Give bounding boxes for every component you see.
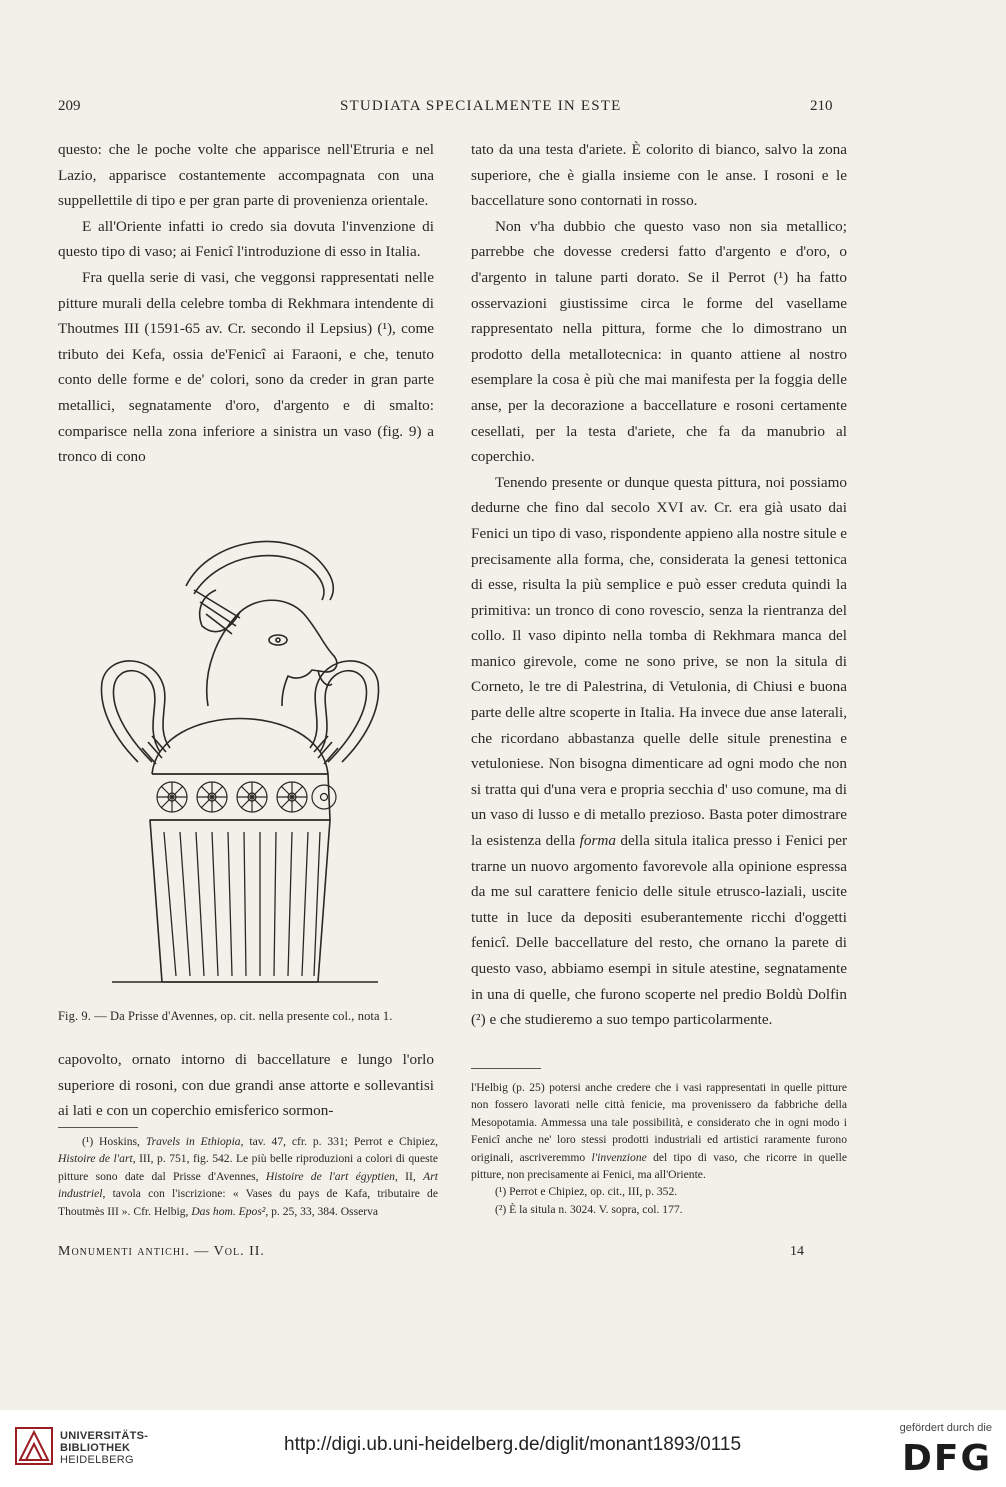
- footnote-text: , p. 25, 33, 384. Osserva: [265, 1204, 379, 1218]
- footnote-continuation: [471, 1079, 847, 1183]
- university-library-logo-icon: [14, 1426, 54, 1466]
- funding-label: gefördert durch die: [899, 1422, 992, 1434]
- right-page-number: 210: [810, 98, 833, 114]
- paragraph: Fra quella serie di vasi, che veggonsi rappresentati nelle pitture murali della celebre tomba di Rekhmara intendente di Thoutmes III (1591-65 av. Cr. secondo il Lepsius) (¹), come tributo dei Kefa, ossia de'Fenicî ai Faraoni, e che, tenuto conto delle forme e de' colori, sono da creder in gran parte metallici, segnatamente d'oro, d'argento e di smalto: comparisce nella zona inferiore a sinistra un vaso (fig. 9) a tronco di cono: [58, 268, 434, 466]
- title-italic: Histoire de l'art égyptien: [265, 1169, 395, 1183]
- left-page-number: 209: [58, 98, 81, 114]
- paragraph: E all'Oriente infatti io credo sia dovuta l'invenzione di questo tipo di vaso; ai Fenicî l'introduzione di esso in Italia.: [58, 217, 434, 261]
- dfg-logo: DFG: [901, 1438, 992, 1479]
- footnote: (¹) Perrot e Chipiez, op. cit., III, p. 352.: [495, 1185, 678, 1199]
- left-column-continued: [58, 1047, 434, 1124]
- series-title: Monumenti antichi. — Vol. II.: [58, 1244, 265, 1259]
- emphasis: forma: [579, 832, 616, 850]
- title-italic: Histoire de l'art: [58, 1152, 133, 1166]
- paragraph: tato da una testa d'ariete. È colorito di bianco, salvo la zona superiore, che è gialla insieme con le anse. I rosoni e le baccellature sono contornati in rosso.: [471, 141, 847, 210]
- permalink-url[interactable]: http://digi.ub.uni-heidelberg.de/diglit/monant1893/0115: [284, 1434, 742, 1455]
- vase-illustration: [90, 530, 390, 1000]
- footnote-rule: [58, 1127, 138, 1128]
- left-column: [58, 137, 434, 470]
- footnote-text: (¹) Hoskins,: [82, 1135, 146, 1148]
- paragraph: questo: che le poche volte che apparisce nell'Etruria e nel Lazio, apparisce costantemente accompagnata con una suppellettile di tipo e per gran parte di provenienza orientale.: [58, 141, 434, 210]
- title-italic: Das hom. Epos²: [191, 1204, 266, 1218]
- footnote-text: , tav. 47, cfr. p. 331; Perrot e Chipiez,: [240, 1135, 438, 1148]
- title-italic: Art industriel: [58, 1169, 438, 1201]
- footnote-text: , tavola con l'iscrizione: « Vases du pays de Kafa, tributaire de Thoutmès III ». Cfr. Helbig,: [58, 1187, 438, 1218]
- footnote-text: , II,: [394, 1169, 424, 1183]
- footnote: [58, 1133, 438, 1220]
- library-name: [60, 1430, 148, 1466]
- emphasis: l'invenzione: [591, 1150, 647, 1164]
- figure-caption: Fig. 9. — Da Prisse d'Avennes, op. cit. nella presente col., nota 1.: [58, 1009, 393, 1023]
- running-title: STUDIATA SPECIALMENTE IN ESTE: [340, 98, 622, 114]
- footnotes-left: [58, 1133, 438, 1220]
- footnotes-right: [471, 1079, 847, 1218]
- viewer-bar: [0, 1410, 1006, 1487]
- library-name-line: HEIDELBERG: [60, 1454, 134, 1466]
- library-name-line: UNIVERSITÄTS-: [60, 1430, 149, 1442]
- library-name-line: BIBLIOTHEK: [60, 1442, 131, 1454]
- footnote-text: del tipo di vaso, che ricorre in quelle pitture, non precisamente ai Fenici, ma all'Oriente.: [471, 1150, 847, 1182]
- right-column: [471, 137, 847, 1033]
- title-italic: Travels in Ethiopia: [145, 1135, 241, 1148]
- paragraph: Non v'ha dubbio che questo vaso non sia metallico; parrebbe che dovesse credersi fatto d'argento e d'oro, o d'argento in talune parti dorato. Se il Perrot (¹) ha fatto osservazioni giustissime circa le forme del vasellame rappresentato nella pittura, forme che lo dimostrano un prodotto della metallotecnica: in quanto attiene al nostro esemplare la cosa è più che mai manifesta per la foggia delle anse, per la decorazione a baccellature e rosoni certamente cesellati, per la testa d'ariete, che fa da manubrio al coperchio.: [471, 217, 847, 466]
- footnote-text: , III, p. 751, fig. 542. Le più belle riproduzioni a colori di queste pitture sono date dal Prisse d'Avennes,: [58, 1152, 438, 1183]
- paragraph: [471, 470, 847, 1033]
- footnote-text: l'Helbig (p. 25) potersi anche credere che i vasi rappresentati in quelle pitture non fossero lavorati nelle città fenicie, ma provenissero da fabbriche della Mesopotamia. Ammessa una tale possibilità, e considerato che in ogni modo i Fenicî anche ne' loro stessi prodotti industriali ed artistici raramente furono originali, ascriveremmo: [471, 1081, 847, 1164]
- footnote-rule: [471, 1068, 541, 1069]
- paragraph: capovolto, ornato intorno di baccellature e lungo l'orlo superiore di rosoni, con due grandi anse attorte e sollevantisi ai lati e con un coperchio emisferico sormon-: [58, 1051, 434, 1120]
- paragraph-text: Tenendo presente or dunque questa pittura, noi possiamo dedurne che fino dal secolo XVI av. Cr. era già usato dai Fenici un tipo di vaso, rispondente appieno alla nostre situle e precisamente alla forma, che, considerata la genesi tettonica di esse, risulta la più semplice e può esser creduta quindi la primitiva: un tronco di cono rovescio, senza la rientranza del collo. Il vaso dipinto nella tomba di Rekhmara manca del manico girevole, come ne sono prive, se non la situla di Corneto, le tre di Palestrina, di Vetulonia, di Chiusi e buona parte delle altre scoperte in Italia. Ha invece due anse laterali, che ricordano abbastanza quelle delle situle prenestina e vetuloniese. Non bisogna dimenticare ad ogni modo che non si tratta qui d'una vera e propria secchia d' uso comune, ma di un vaso di lusso e di metallo prezioso. Basta poter dimostrare la esistenza della: [471, 473, 847, 850]
- paragraph-text: della situla italica presso i Fenici per trarne un nuovo argomento favorevole alla opinione espressa da me sul carattere fenicio delle situle etrusco-laziali, uscite tutte in luce da depositi esuberantemente ricchi d'oggetti fenicî. Delle baccellature del resto, che ornano la parete di questo vaso, abbiamo esempi in situle atestine, segnatamente in una di quelle, che furono scoperte nel predio Boldù Dolfin (²) e che studieremo a suo tempo particolarmente.: [471, 832, 848, 1029]
- footnote: (²) È la situla n. 3024. V. sopra, col. 177.: [495, 1202, 683, 1216]
- signature-mark: 14: [790, 1244, 804, 1259]
